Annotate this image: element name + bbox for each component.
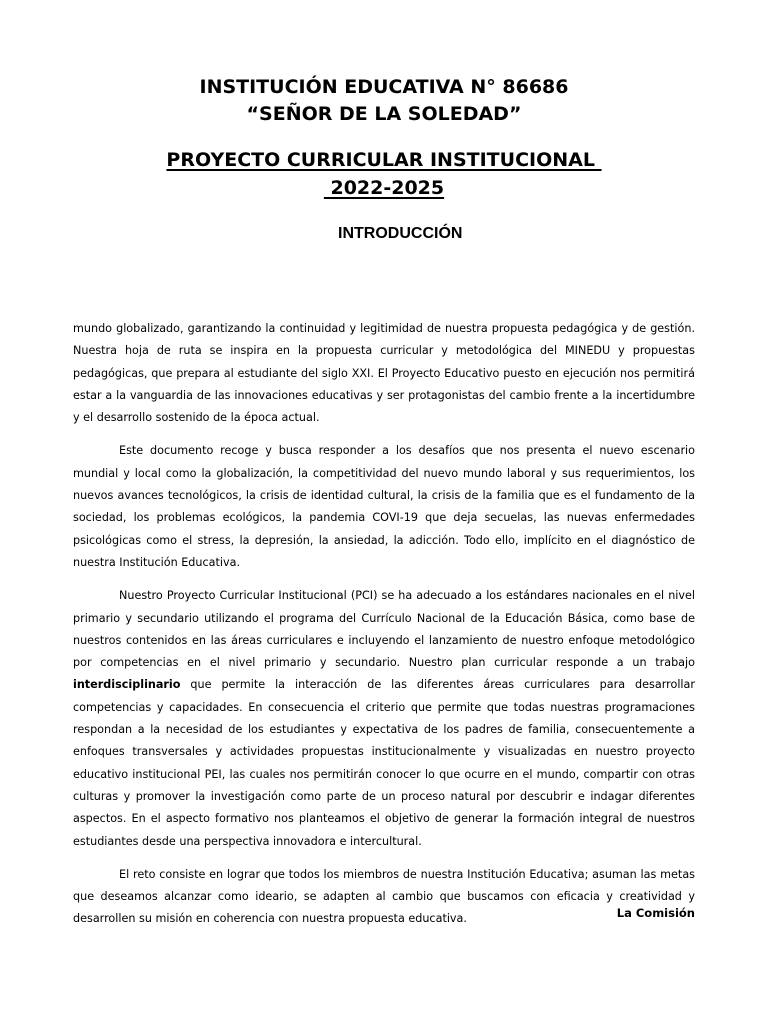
project-title-block [0,146,768,202]
paragraph-3-bold-term: interdisciplinario [73,678,181,692]
paragraph-4: El reto consiste en lograr que todos los miembros de nuestra Institución Educativa; asuman las metas que deseamos alcanzar como ideario, se adapten al cambio que buscamos con eficacia y creatividad y desarrollen su misión en coherencia con nuestra propuesta educativa. [73,867,695,926]
body-text [73,318,695,942]
signature: La Comisión [616,906,695,920]
section-heading: INTRODUCCIÓN [338,225,463,242]
school-motto: “SEÑOR DE LA SOLEDAD” [246,103,522,125]
project-years: 2022-2025 [323,177,445,199]
paragraph-3 [73,585,695,853]
school-name: INSTITUCIÓN EDUCATIVA N° 86686 [199,76,569,98]
school-title-block [0,74,768,128]
paragraph-1: mundo globalizado, garantizando la continuidad y legitimidad de nuestra propuesta pedagógica y de gestión. Nuestra hoja de ruta se inspira en la propuesta curricular y metodológica del MINEDU y propuestas pedagógicas, que prepara al estudiante del siglo XXI. El Proyecto Educativo puesto en ejecución nos permitirá estar a la vanguardia de las innovaciones educativas y ser protagonistas del cambio frente a la incertidumbre y el desarrollo sostenido de la época actual. [73,322,695,425]
project-title: PROYECTO CURRICULAR INSTITUCIONAL [166,149,602,171]
paragraph-3-part-2: que permite la interacción de las diferentes áreas curriculares para desarrollar competencias y capacidades. En consecuencia el criterio que permite que todas nuestras programaciones respondan a la necesidad de los estudiantes y expectativa de los padres de familia, consecuentemente a enfoques transversales y actividades propuestas institucionalmente y visualizadas en nuestro proyecto educativo institucional PEI, las cuales nos permitirán conocer lo que ocurre en el mundo, compartir con otras culturas y promover la investigación como parte de un proceso natural por descubrir e indagar diferentes aspectos. En el aspecto formativo nos planteamos el objetivo de generar la formación integral de nuestros estudiantes desde una perspectiva innovadora e intercultural. [73,678,695,848]
paragraph-2: Este documento recoge y busca responder a los desafíos que nos presenta el nuevo escenario mundial y local como la globalización, la competitividad del nuevo mundo laboral y sus requerimientos, los nuevos avances tecnológicos, la crisis de identidad cultural, la crisis de la familia que es el fundamento de la sociedad, los problemas ecológicos, la pandemia COVI-19 que deja secuelas, las nuevas enfermedades psicológicas como el stress, la depresión, la ansiedad, la adicción. Todo ello, implícito en el diagnóstico de nuestra Institución Educativa. [73,444,695,569]
paragraph-3-part-1: Nuestro Proyecto Curricular Institucional (PCI) se ha adecuado a los estándares nacionales en el nivel primario y secundario utilizando el programa del Currículo Nacional de la Educación Básica, como base de nuestros contenidos en las áreas curriculares e incluyendo el lanzamiento de nuestro enfoque metodológico por competencias en el nivel primario y secundario. Nuestro plan curricular responde a un trabajo [73,589,695,670]
